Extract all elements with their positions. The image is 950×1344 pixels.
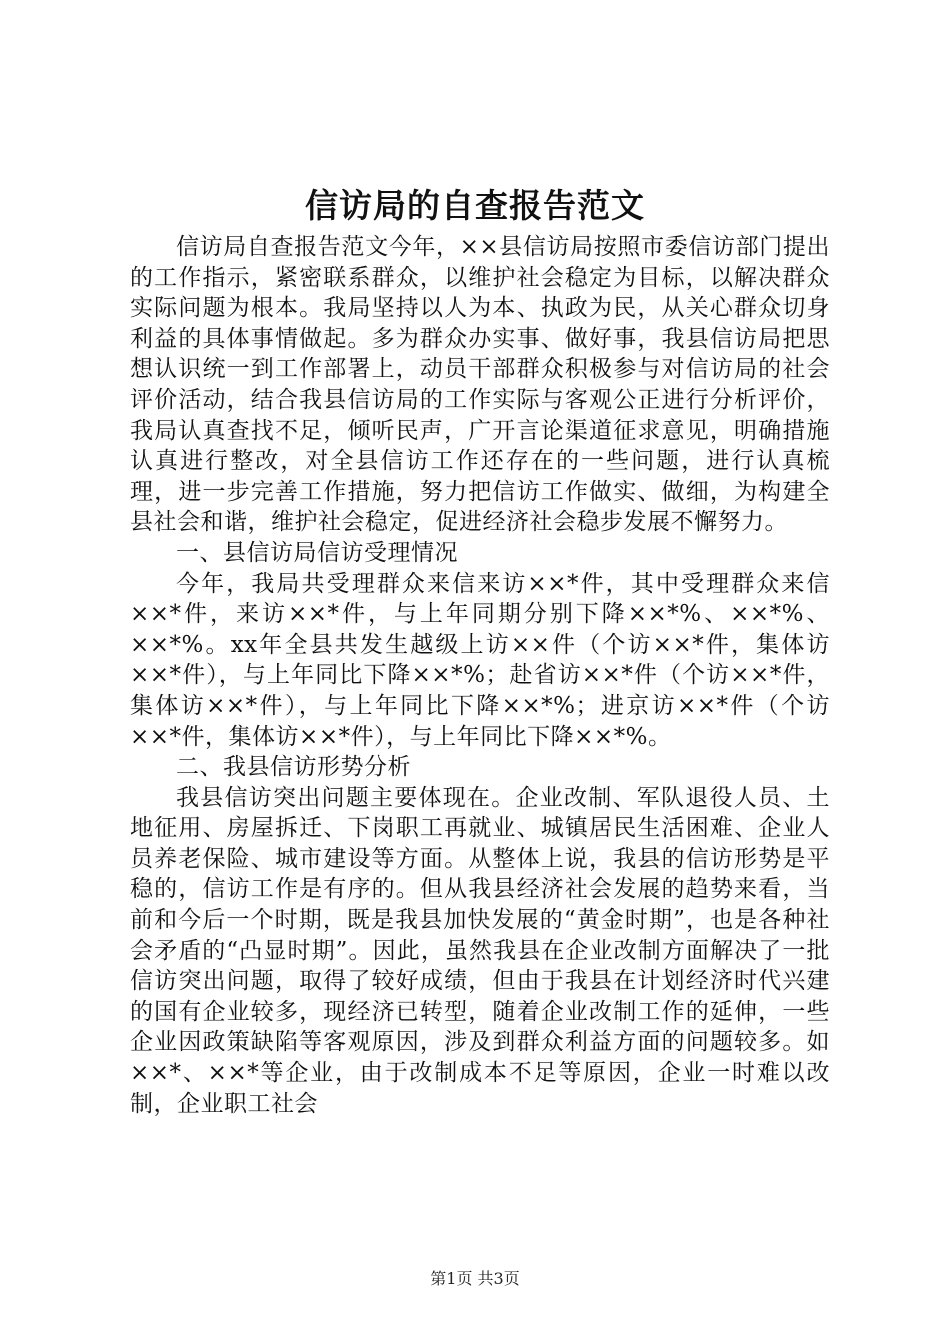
document-title: 信访局的自查报告范文 — [305, 186, 645, 225]
section-2-paragraph: 我县信访突出问题主要体现在。企业改制、军队退役人员、土地征用、房屋拆迁、下岗职工再就业、城镇居民生活困难、企业人员养老保险、城市建设等方面。从整体上说，我县的信访形势是平稳的，信访工作是有序的。但从我县经济社会发展的趋势来看，当前和今后一个时期，既是我县加快发展的“黄金时期”，也是各种社会矛盾的“凸显时期”。因此，虽然我县在企业改制方面解决了一批信访突出问题，取得了较好成绩，但由于我县在计划经济时代兴建的国有企业较多，现经济已转型，随着企业改制工作的延伸，一些企业因政策缺陷等客观原因，涉及到群众利益方面的问题较多。如××*、××*等企业，由于改制成本不足等原因，企业一时难以改制，企业职工社会 — [130, 784, 830, 1117]
section-heading-1: 一、县信访局信访受理情况 — [176, 539, 458, 566]
section-heading-2: 二、我县信访形势分析 — [176, 754, 411, 781]
page-number-footer: 第1页 共3页 — [430, 1269, 520, 1288]
section-1-paragraph: 今年，我局共受理群众来信来访××*件，其中受理群众来信××*件，来访××*件，与上年同期分别下降××*%、××*%、××*%。xx年全县共发生越级上访××件（个访××*件，集体访××*件），与上年同比下降××*%；赴省访××*件（个访××*件，集体访××*件），与上年同比下降××*%；进京访××*件（个访××*件，集体访××*件），与上年同比下降××*%。 — [130, 570, 830, 750]
intro-paragraph: 信访局自查报告范文今年，××县信访局按照市委信访部门提出的工作指示，紧密联系群众，以维护社会稳定为目标，以解决群众实际问题为根本。我局坚持以人为本、执政为民，从关心群众切身利益的具体事情做起。多为群众办实事、做好事，我县信访局把思想认识统一到工作部署上，动员干部群众积极参与对信访局的社会评价活动，结合我县信访局的工作实际与客观公正进行分析评价，我局认真查找不足，倾听民声，广开言论渠道征求意见，明确措施认真进行整改，对全县信访工作还存在的一些问题，进行认真梳理，进一步完善工作措施，努力把信访工作做实、做细，为构建全县社会和谐，维护社会稳定，促进经济社会稳步发展不懈努力。 — [130, 234, 830, 536]
document-body — [130, 232, 830, 1119]
